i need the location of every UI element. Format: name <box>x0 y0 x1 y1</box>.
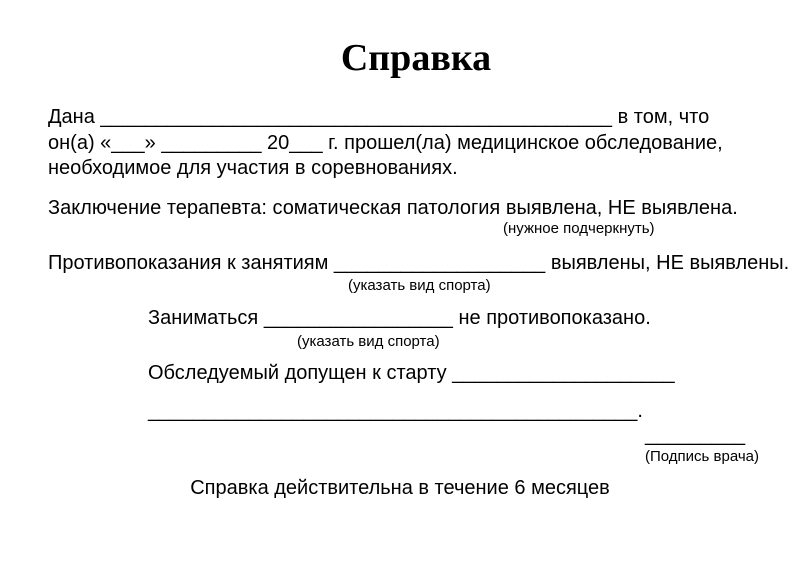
examination-purpose-line: необходимое для участия в соревнованиях. <box>48 157 458 179</box>
specify-sport-note-1: (указать вид спорта) <box>348 277 491 294</box>
examination-date-line: он(а) «___» _________ 20___ г. прошел(ла) медицинское обследование, <box>48 132 723 154</box>
admitted-to-start-continuation-blank: ____________________________________________. <box>148 400 643 422</box>
practice-allowed-line: Заниматься _________________ не противопоказано. <box>148 307 651 329</box>
doctor-signature-block <box>645 422 759 466</box>
validity-period-line: Справка действительна в течение 6 месяцев <box>190 477 610 499</box>
page-title: Справка <box>340 37 492 79</box>
specify-sport-note-2: (указать вид спорта) <box>297 333 440 350</box>
therapist-conclusion-line: Заключение терапевта: соматическая патология выявлена, НЕ выявлена. <box>48 197 738 219</box>
contraindications-line: Противопоказания к занятиям ___________________ выявлены, НЕ выявлены. <box>48 252 790 274</box>
underline-as-needed-note: (нужное подчеркнуть) <box>503 220 655 237</box>
doctor-signature-blank: _________ <box>645 424 746 446</box>
doctor-signature-note: (Подпись врача) <box>645 448 760 465</box>
admitted-to-start-line: Обследуемый допущен к старту ____________________ <box>148 362 675 384</box>
issued-to-line: Дана ______________________________________________ в том, что <box>48 106 710 128</box>
